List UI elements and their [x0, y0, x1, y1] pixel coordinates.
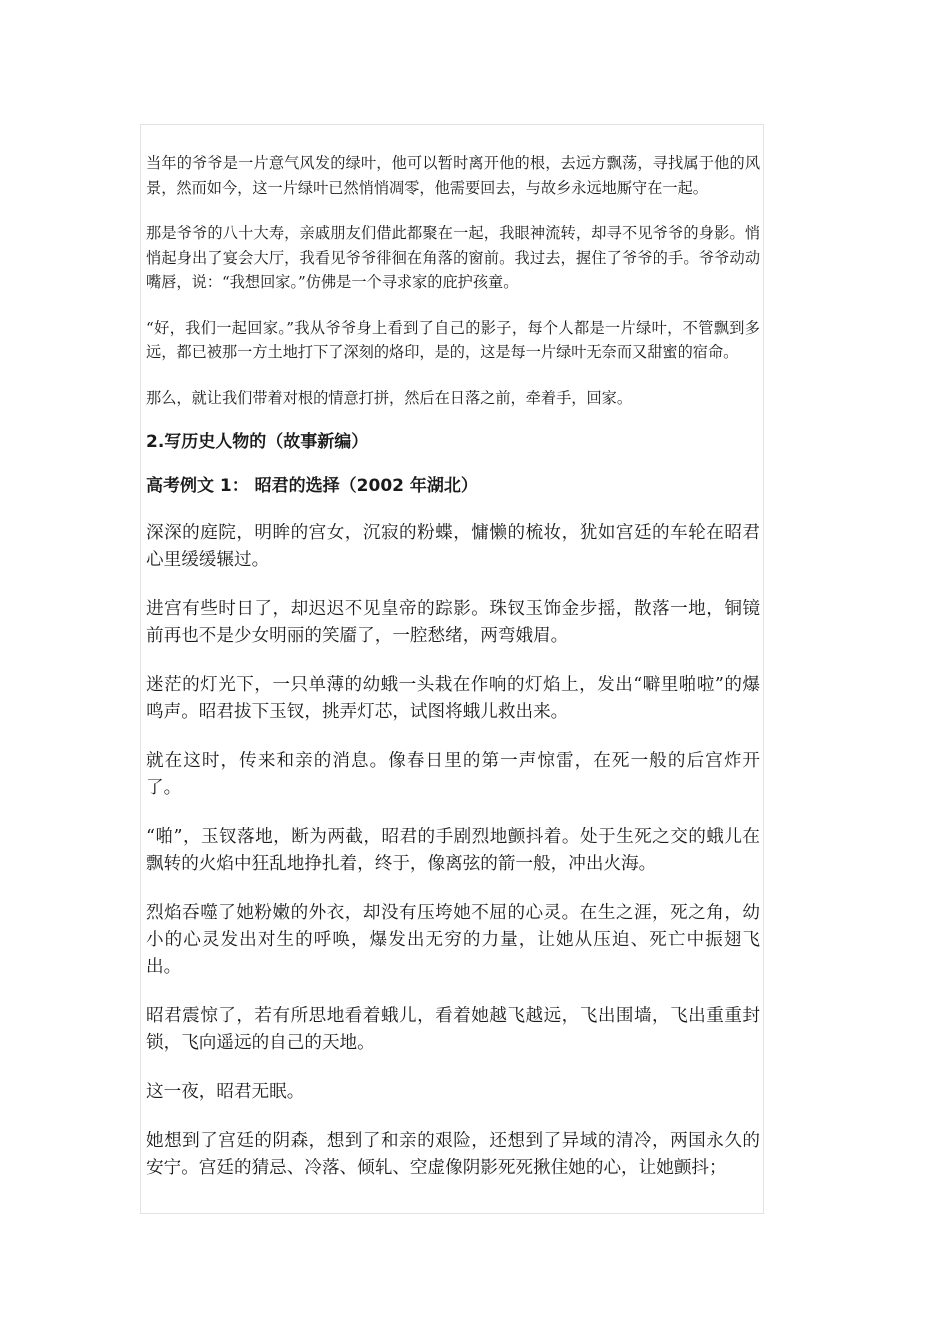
- document-page-frame: [140, 124, 764, 1214]
- paragraph: “啪”，玉钗落地，断为两截，昭君的手剧烈地颤抖着。处于生死之交的蛾儿在飘转的火焰中狂乱地挣扎着，终于，像离弦的箭一般，冲出火海。: [146, 827, 760, 874]
- paragraph: 那是爷爷的八十大寿，亲戚朋友们借此都聚在一起，我眼神流转，却寻不见爷爷的身影。悄悄起身出了宴会大厅，我看见爷爷徘徊在角落的窗前。我过去，握住了爷爷的手。爷爷动动嘴唇，说：“我想回家。”仿佛是一个寻求家的庇护孩童。: [146, 224, 760, 291]
- paragraph: 烈焰吞噬了她粉嫩的外衣，却没有压垮她不屈的心灵。在生之涯，死之角，幼小的心灵发出对生的呼唤，爆发出无穷的力量，让她从压迫、死亡中振翅飞出。: [146, 903, 760, 977]
- paragraph: 当年的爷爷是一片意气风发的绿叶，他可以暂时离开他的根，去远方飘荡，寻找属于他的风景，然而如今，这一片绿叶已然悄悄凋零，他需要回去，与故乡永远地厮守在一起。: [146, 154, 760, 197]
- paragraph: 迷茫的灯光下，一只单薄的幼蛾一头栽在作响的灯焰上，发出“噼里啪啦”的爆鸣声。昭君拔下玉钗，挑弄灯芯，试图将蛾儿救出来。: [146, 675, 760, 722]
- section-heading: 2.写历史人物的（故事新编）: [146, 432, 369, 452]
- paragraph: 深深的庭院，明眸的宫女，沉寂的粉蝶，慵懒的梳妆，犹如宫廷的车轮在昭君心里缓缓辗过。: [146, 523, 760, 570]
- paragraph: “好，我们一起回家。”我从爷爷身上看到了自己的影子，每个人都是一片绿叶，不管飘到多远，都已被那一方土地打下了深刻的烙印，是的，这是每一片绿叶无奈而又甜蜜的宿命。: [146, 318, 760, 361]
- paragraph: 进宫有些时日了，却迟迟不见皇帝的踪影。珠钗玉饰金步摇，散落一地，铜镜前再也不是少女明丽的笑靥了，一腔愁绪，两弯娥眉。: [146, 599, 760, 646]
- paragraph: 就在这时，传来和亲的消息。像春日里的第一声惊雷，在死一般的后宫炸开了。: [146, 751, 760, 798]
- paragraph: 这一夜，昭君无眠。: [146, 1082, 305, 1102]
- paragraph: 她想到了宫廷的阴森，想到了和亲的艰险，还想到了异域的清冷，两国永久的安宁。宫廷的猜忌、冷落、倾轧、空虚像阴影死死揪住她的心，让她颤抖；: [146, 1131, 760, 1178]
- paragraph: 那么，就让我们带着对根的情意打拼，然后在日落之前，牵着手，回家。: [146, 388, 632, 407]
- example-heading: 高考例文 1： 昭君的选择（2002 年湖北）: [146, 476, 478, 496]
- paragraph: 昭君震惊了，若有所思地看着蛾儿，看着她越飞越远，飞出围墙，飞出重重封锁，飞向遥远的自己的天地。: [146, 1006, 760, 1053]
- document-body: [146, 151, 760, 1182]
